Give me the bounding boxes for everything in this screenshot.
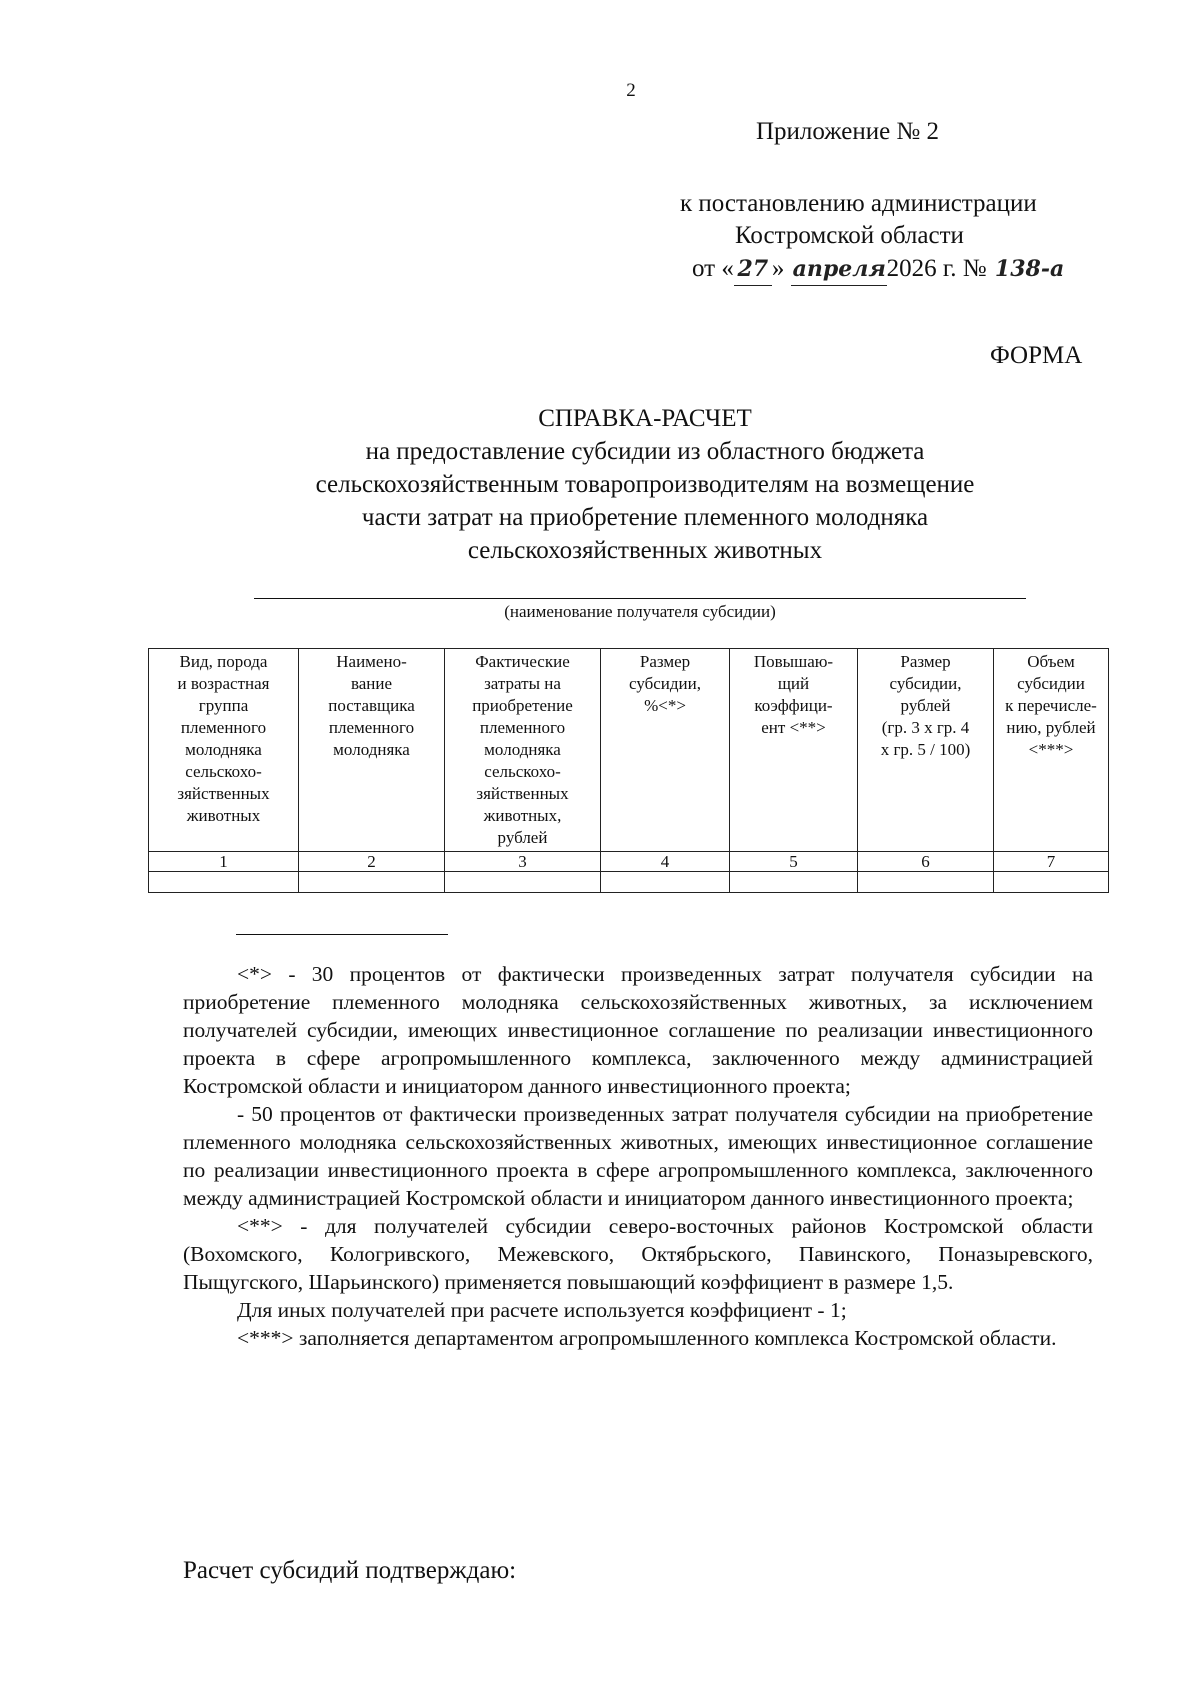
confirmation-text: Расчет субсидий подтверждаю: [183,1557,517,1584]
header-cell: Размер субсидии, %<*> [601,649,730,852]
empty-data-row [149,872,1109,893]
footnote-paragraph: <*> - 30 процентов от фактически произведенных затрат получателя субсидии на приобретение племенного молодняка сельскохозяйственных животных, за исключением получателей субсидии, имеющих инвестиционное соглашение по реализации инвестиционного проекта в сфере агропромышленного комплекса, заключенного между администрацией Костромской области и инициатором данного инвестиционного проекта; [183,962,1093,1098]
empty-cell [299,872,445,893]
date-prefix: от « [692,255,734,282]
column-number-row [149,852,1109,872]
header-cell: Наимено- вание поставщика племенного молодняка [299,649,445,852]
header-cell: Объем субсидии к перечисле- нию, рублей <***> [994,649,1109,852]
title-line: на предоставление субсидии из областного бюджета [365,438,925,465]
calculation-table [148,648,1109,893]
header-cell: Фактические затраты на приобретение племенного молодняка сельскохо- зяйственных животных, рублей [445,649,601,852]
date-mid: » [771,255,785,282]
handwritten-month: апреля [791,253,887,286]
column-number: 2 [299,852,445,872]
footnote-separator [236,934,448,935]
empty-cell [730,872,858,893]
recipient-caption: (наименование получателя субсидии) [504,602,776,621]
appendix-line2: Костромской области [735,222,964,249]
column-number: 5 [730,852,858,872]
footnote-paragraph: <***> заполняется департаментом агропромышленного комплекса Костромской области. [237,1326,1057,1350]
title-line: части затрат на приобретение племенного молодняка [361,504,929,531]
header-cell: Вид, порода и возрастная группа племенного молодняка сельскохо- зяйственных животных [149,649,299,852]
handwritten-number: 138-а [994,256,1065,282]
empty-cell [858,872,994,893]
empty-cell [149,872,299,893]
column-number: 4 [601,852,730,872]
footnote-paragraph: <**> - для получателей субсидии северо-восточных районов Костромской области (Вохомского, Кологривского, Межевского, Октябрьского, Павинского, Поназыревского, Пыщугского, Шарьинского) применяется повышающий коэффициент в размере 1,5. [183,1214,1093,1294]
column-number: 7 [994,852,1109,872]
footnote-paragraph: - 50 процентов от фактически произведенных затрат получателя субсидии на приобретение племенного молодняка сельскохозяйственных животных, имеющих инвестиционное соглашение по реализации инвестиционного проекта в сфере агропромышленного комплекса, заключенного между администрацией Костромской области и инициатором данного инвестиционного проекта; [183,1102,1093,1210]
column-number: 6 [858,852,994,872]
title-line: сельскохозяйственным товаропроизводителям на возмещение [315,471,975,498]
appendix-title: Приложение № 2 [756,118,940,145]
form-label: ФОРМА [990,342,1083,369]
title-line: сельскохозяйственных животных [467,537,823,564]
column-number: 3 [445,852,601,872]
handwritten-day: 27 [734,253,772,286]
footnote-paragraph: Для иных получателей при расчете используется коэффициент - 1; [237,1298,847,1322]
year-text: 2026 г. № [886,255,987,282]
table-header-row [149,649,1109,852]
document-title [200,402,1090,567]
appendix-line1: к постановлению администрации [680,190,1037,217]
appendix-date-line [692,253,1095,286]
recipient-name-line [254,598,1026,599]
header-cell: Размер субсидии, рублей (гр. 3 х гр. 4 х гр. 5 / 100) [858,649,994,852]
empty-cell [601,872,730,893]
title-heading: СПРАВКА-РАСЧЕТ [538,405,752,432]
empty-cell [994,872,1109,893]
page-number: 2 [626,80,636,101]
header-cell: Повышаю- щий коэффици- ент <**> [730,649,858,852]
empty-cell [445,872,601,893]
footnotes [183,960,1093,1352]
column-number: 1 [149,852,299,872]
